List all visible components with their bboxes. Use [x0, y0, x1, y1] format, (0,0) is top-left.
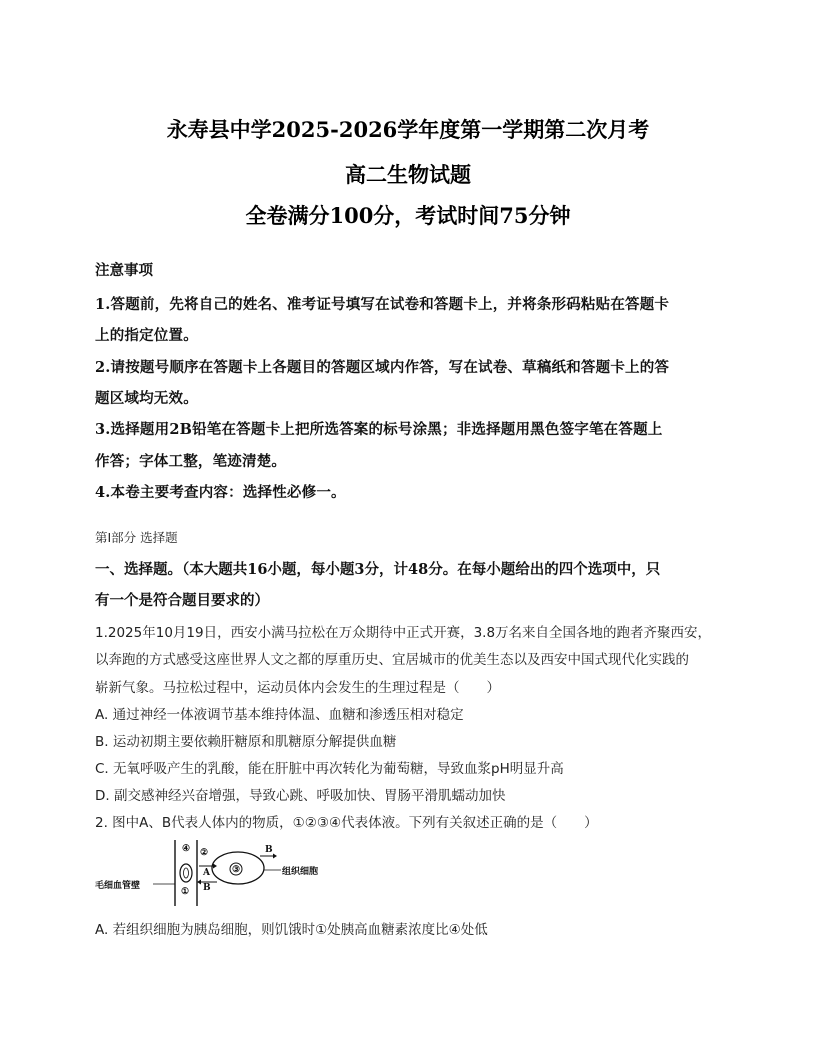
- mark-a: A: [203, 868, 210, 878]
- mark-3: ③: [232, 865, 241, 875]
- question-1-option-c: C. 无氧呼吸产生的乳酸，能在肝脏中再次转化为葡萄糖，导致血浆pH明显升高: [95, 761, 564, 777]
- question-1-option-d: D. 副交感神经兴奋增强，导致心跳、呼吸加快、胃肠平滑肌蠕动加快: [95, 788, 506, 804]
- section-instruction: 一、选择题。（本大题共16小题，每小题3分，计48分。在每小题给出的四个选项中，只: [95, 561, 661, 578]
- question-1-option-a: A. 通过神经一体液调节基本维持体温、血糖和渗透压相对稳定: [95, 707, 464, 723]
- question-1-stem: 以奔跑的方式感受这座世界人文之都的厚重历史、宜居城市的优美生态以及西安中国式现代化实践的: [95, 652, 689, 668]
- exam-subject: 高二生物试题: [345, 162, 471, 187]
- tissue-cell-label: 组织细胞: [282, 867, 319, 877]
- mark-b-out: B: [265, 845, 273, 855]
- note-line: 题区域均无效。: [95, 390, 198, 407]
- question-1-option-b: B. 运动初期主要依赖肝糖原和肌糖原分解提供血糖: [95, 734, 397, 750]
- exam-score-time: 全卷满分100分，考试时间75分钟: [245, 203, 571, 228]
- question-2-stem: 2. 图中A、B代表人体内的物质，①②③④代表体液。下列有关叙述正确的是（ ）: [95, 815, 598, 831]
- question-2-option-a: A. 若组织细胞为胰岛细胞，则饥饿时①处胰高血糖素浓度比④处低: [95, 922, 488, 938]
- question-1-stem: 崭新气象。马拉松过程中，运动员体内会发生的生理过程是（ ）: [95, 680, 500, 696]
- note-line: 3.选择题用2B铅笔在答题卡上把所选答案的标号涂黑；非选择题用黑色签字笔在答题上: [95, 421, 663, 438]
- part-label: 第Ⅰ部分 选择题: [95, 530, 178, 545]
- section-instruction: 有一个是符合题目要求的）: [95, 592, 269, 609]
- mark-2: ②: [200, 848, 209, 858]
- blood-cell: [180, 864, 192, 882]
- note-line: 2.请按题号顺序在答题卡上各题目的答题区域内作答，写在试卷、草稿纸和答题卡上的答: [95, 359, 670, 376]
- notes-heading: 注意事项: [95, 262, 153, 279]
- capillary-label: 毛细血管壁: [95, 881, 141, 891]
- note-line: 作答；字体工整，笔迹清楚。: [95, 453, 287, 470]
- mark-4: ④: [182, 844, 191, 854]
- note-line: 上的指定位置。: [95, 327, 198, 344]
- note-line: 4.本卷主要考查内容：选择性必修一。: [95, 484, 346, 501]
- mark-1: ①: [181, 887, 190, 897]
- exam-title: 永寿县中学2025-2026学年度第一学期第二次月考: [166, 117, 650, 142]
- note-line: 1.答题前，先将自己的姓名、准考证号填写在试卷和答题卡上，并将条形码粘贴在答题卡: [95, 296, 670, 313]
- mark-b: B: [203, 883, 211, 893]
- question-1-stem: 1.2025年10月19日，西安小满马拉松在万众期待中正式开赛，3.8万名来自全国各地的跑者齐聚西安，: [95, 625, 712, 641]
- body-fluid-diagram: [95, 838, 335, 908]
